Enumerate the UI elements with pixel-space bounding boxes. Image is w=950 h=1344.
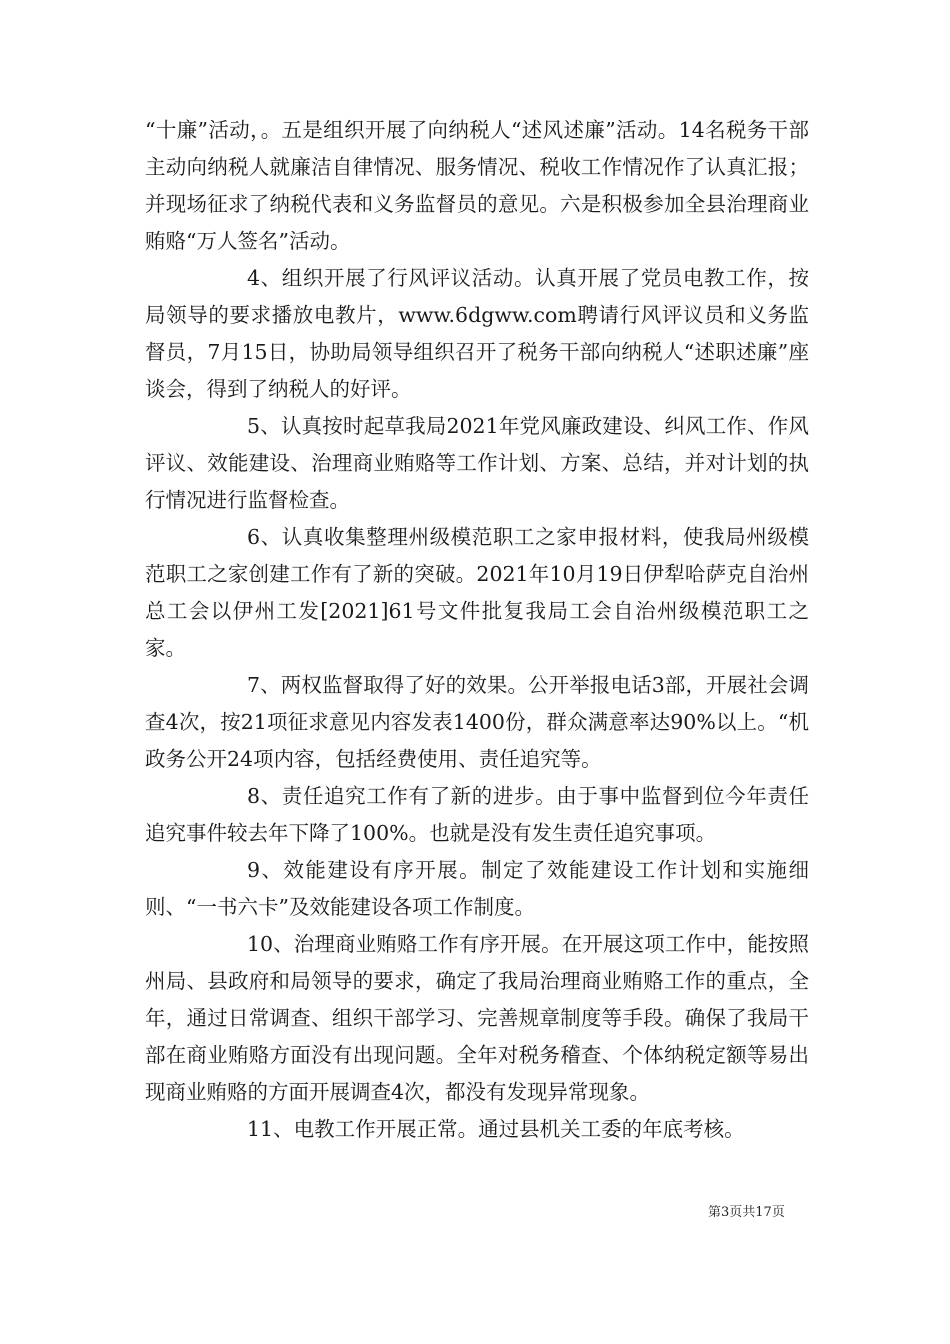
paragraph-item-5: 5、认真按时起草我局2021年党风廉政建设、纠风工作、作风评议、效能建设、治理商业贿赂等工作计划、方案、总结，并对计划的执行情况进行监督检查。 [145, 414, 809, 512]
paragraph-item-7: 7、两权监督取得了好的效果。公开举报电话3部，开展社会调查4次，按21项征求意见内容发表1400份，群众满意率达90%以上。“机政务公开24项内容，包括经费使用、责任追究等。 [145, 673, 809, 771]
paragraph-item-11: 11、电教工作开展正常。通过县机关工委的年底考核。 [247, 1117, 745, 1141]
paragraph-item-6: 6、认真收集整理州级模范职工之家申报材料，使我局州级模范职工之家创建工作有了新的突破。2021年10月19日伊犁哈萨克自治州总工会以伊州工发[2021]61号文件批复我局工会自治州级模范职工之家。 [145, 525, 809, 660]
document-body [145, 112, 809, 1148]
paragraph-item-8: 8、责任追究工作有了新的进步。由于事中监督到位今年责任追究事件较去年下降了100%。也就是没有发生责任追究事项。 [145, 784, 809, 845]
page-number-footer: 第3页共17页 [708, 1205, 785, 1220]
paragraph-continuation: “十廉”活动，。五是组织开展了向纳税人“述风述廉”活动。14名税务干部主动向纳税人就廉洁自律情况、服务情况、税收工作情况作了认真汇报；并现场征求了纳税代表和义务监督员的意见。六是积极参加全县治理商业贿赂“万人签名”活动。 [145, 118, 809, 253]
paragraph-item-4: 4、组织开展了行风评议活动。认真开展了党员电教工作，按局领导的要求播放电教片，www.6dgww.com聘请行风评议员和义务监督员，7月15日，协助局领导组织召开了税务干部向纳税人“述职述廉”座谈会，得到了纳税人的好评。 [145, 266, 809, 401]
paragraph-item-9: 9、效能建设有序开展。制定了效能建设工作计划和实施细则、“一书六卡”及效能建设各项工作制度。 [145, 858, 809, 919]
paragraph-item-10: 10、治理商业贿赂工作有序开展。在开展这项工作中，能按照州局、县政府和局领导的要求，确定了我局治理商业贿赂工作的重点，全年，通过日常调查、组织干部学习、完善规章制度等手段。确保了我局干部在商业贿赂方面没有出现问题。全年对税务稽查、个体纳税定额等易出现商业贿赂的方面开展调查4次，都没有发现异常现象。 [145, 932, 809, 1104]
